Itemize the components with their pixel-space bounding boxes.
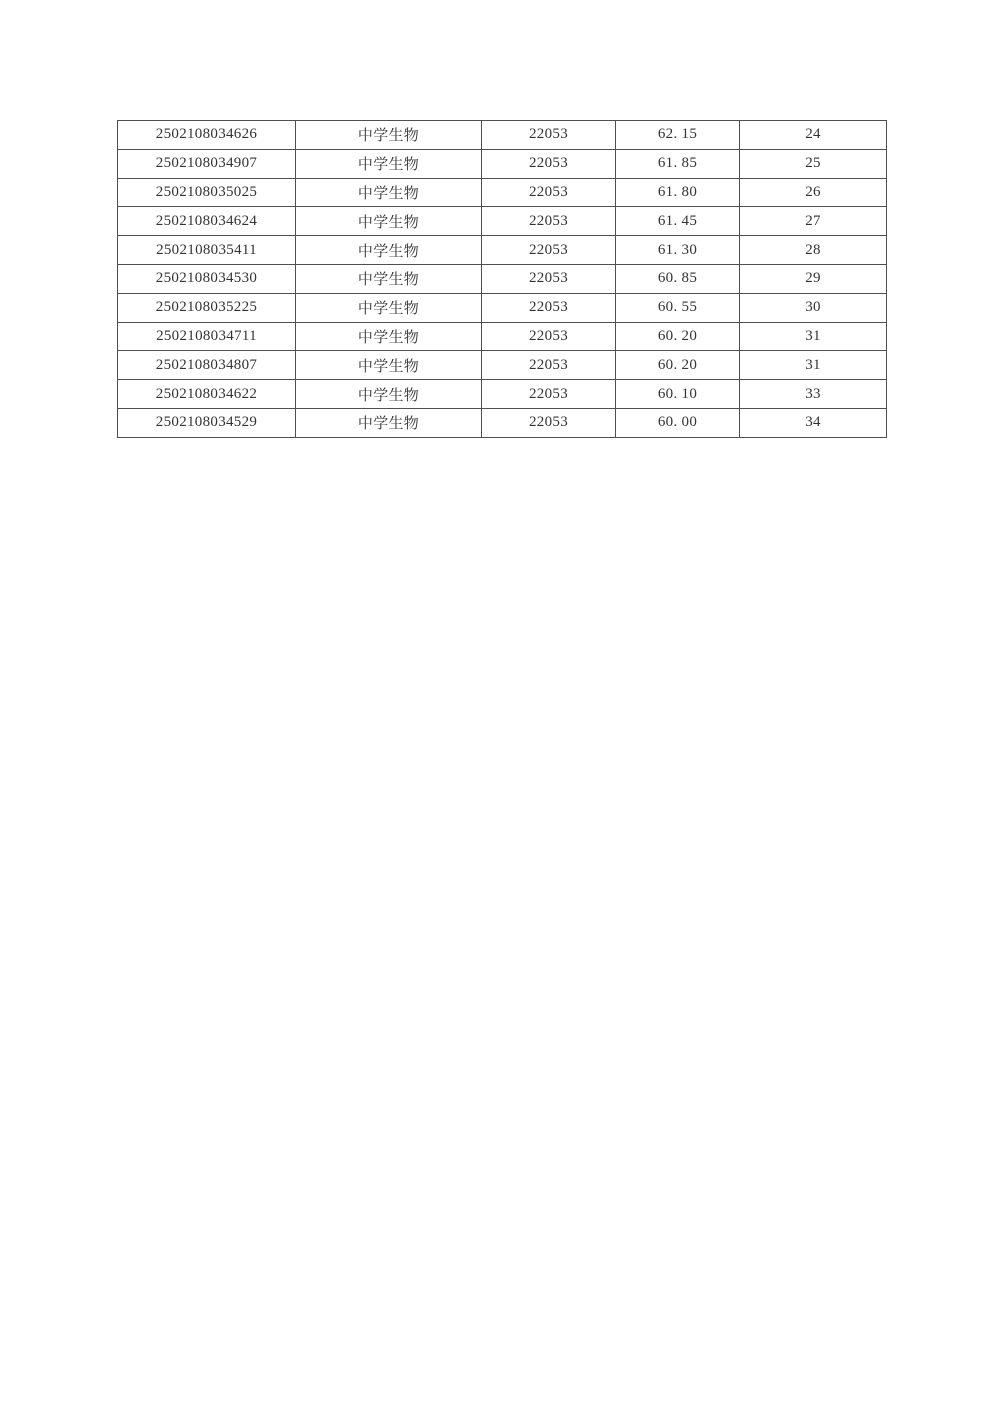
cell-subject: 中学生物 <box>296 236 482 265</box>
cell-candidate-id: 2502108034530 <box>118 264 296 293</box>
cell-subject: 中学生物 <box>296 322 482 351</box>
cell-score: 61. 45 <box>616 207 740 236</box>
table-row <box>118 380 887 409</box>
cell-position-code: 22053 <box>482 380 616 409</box>
table-row <box>118 178 887 207</box>
cell-subject: 中学生物 <box>296 178 482 207</box>
cell-candidate-id: 2502108034907 <box>118 149 296 178</box>
table-row <box>118 149 887 178</box>
table-row <box>118 236 887 265</box>
cell-rank: 34 <box>740 408 887 437</box>
cell-candidate-id: 2502108034624 <box>118 207 296 236</box>
cell-position-code: 22053 <box>482 236 616 265</box>
cell-subject: 中学生物 <box>296 293 482 322</box>
cell-subject: 中学生物 <box>296 380 482 409</box>
cell-position-code: 22053 <box>482 149 616 178</box>
table-row <box>118 351 887 380</box>
cell-rank: 29 <box>740 264 887 293</box>
cell-candidate-id: 2502108035225 <box>118 293 296 322</box>
table-row <box>118 408 887 437</box>
cell-rank: 31 <box>740 351 887 380</box>
table-row <box>118 293 887 322</box>
cell-candidate-id: 2502108034711 <box>118 322 296 351</box>
cell-subject: 中学生物 <box>296 149 482 178</box>
results-table <box>117 120 887 438</box>
cell-position-code: 22053 <box>482 207 616 236</box>
cell-position-code: 22053 <box>482 408 616 437</box>
cell-subject: 中学生物 <box>296 264 482 293</box>
cell-rank: 33 <box>740 380 887 409</box>
cell-score: 60. 20 <box>616 351 740 380</box>
cell-candidate-id: 2502108035411 <box>118 236 296 265</box>
cell-position-code: 22053 <box>482 121 616 150</box>
cell-rank: 30 <box>740 293 887 322</box>
cell-candidate-id: 2502108034626 <box>118 121 296 150</box>
cell-subject: 中学生物 <box>296 408 482 437</box>
cell-score: 61. 80 <box>616 178 740 207</box>
cell-subject: 中学生物 <box>296 121 482 150</box>
cell-score: 60. 10 <box>616 380 740 409</box>
cell-score: 61. 30 <box>616 236 740 265</box>
cell-rank: 27 <box>740 207 887 236</box>
cell-candidate-id: 2502108034807 <box>118 351 296 380</box>
cell-subject: 中学生物 <box>296 351 482 380</box>
cell-score: 60. 55 <box>616 293 740 322</box>
cell-score: 61. 85 <box>616 149 740 178</box>
cell-rank: 28 <box>740 236 887 265</box>
table-row <box>118 322 887 351</box>
cell-rank: 24 <box>740 121 887 150</box>
cell-position-code: 22053 <box>482 293 616 322</box>
cell-position-code: 22053 <box>482 351 616 380</box>
cell-position-code: 22053 <box>482 322 616 351</box>
cell-candidate-id: 2502108034529 <box>118 408 296 437</box>
table-row <box>118 207 887 236</box>
table-row <box>118 264 887 293</box>
cell-rank: 31 <box>740 322 887 351</box>
table-row <box>118 121 887 150</box>
cell-score: 62. 15 <box>616 121 740 150</box>
cell-position-code: 22053 <box>482 178 616 207</box>
cell-position-code: 22053 <box>482 264 616 293</box>
cell-candidate-id: 2502108035025 <box>118 178 296 207</box>
cell-rank: 25 <box>740 149 887 178</box>
cell-rank: 26 <box>740 178 887 207</box>
cell-candidate-id: 2502108034622 <box>118 380 296 409</box>
cell-score: 60. 85 <box>616 264 740 293</box>
cell-score: 60. 00 <box>616 408 740 437</box>
cell-score: 60. 20 <box>616 322 740 351</box>
cell-subject: 中学生物 <box>296 207 482 236</box>
